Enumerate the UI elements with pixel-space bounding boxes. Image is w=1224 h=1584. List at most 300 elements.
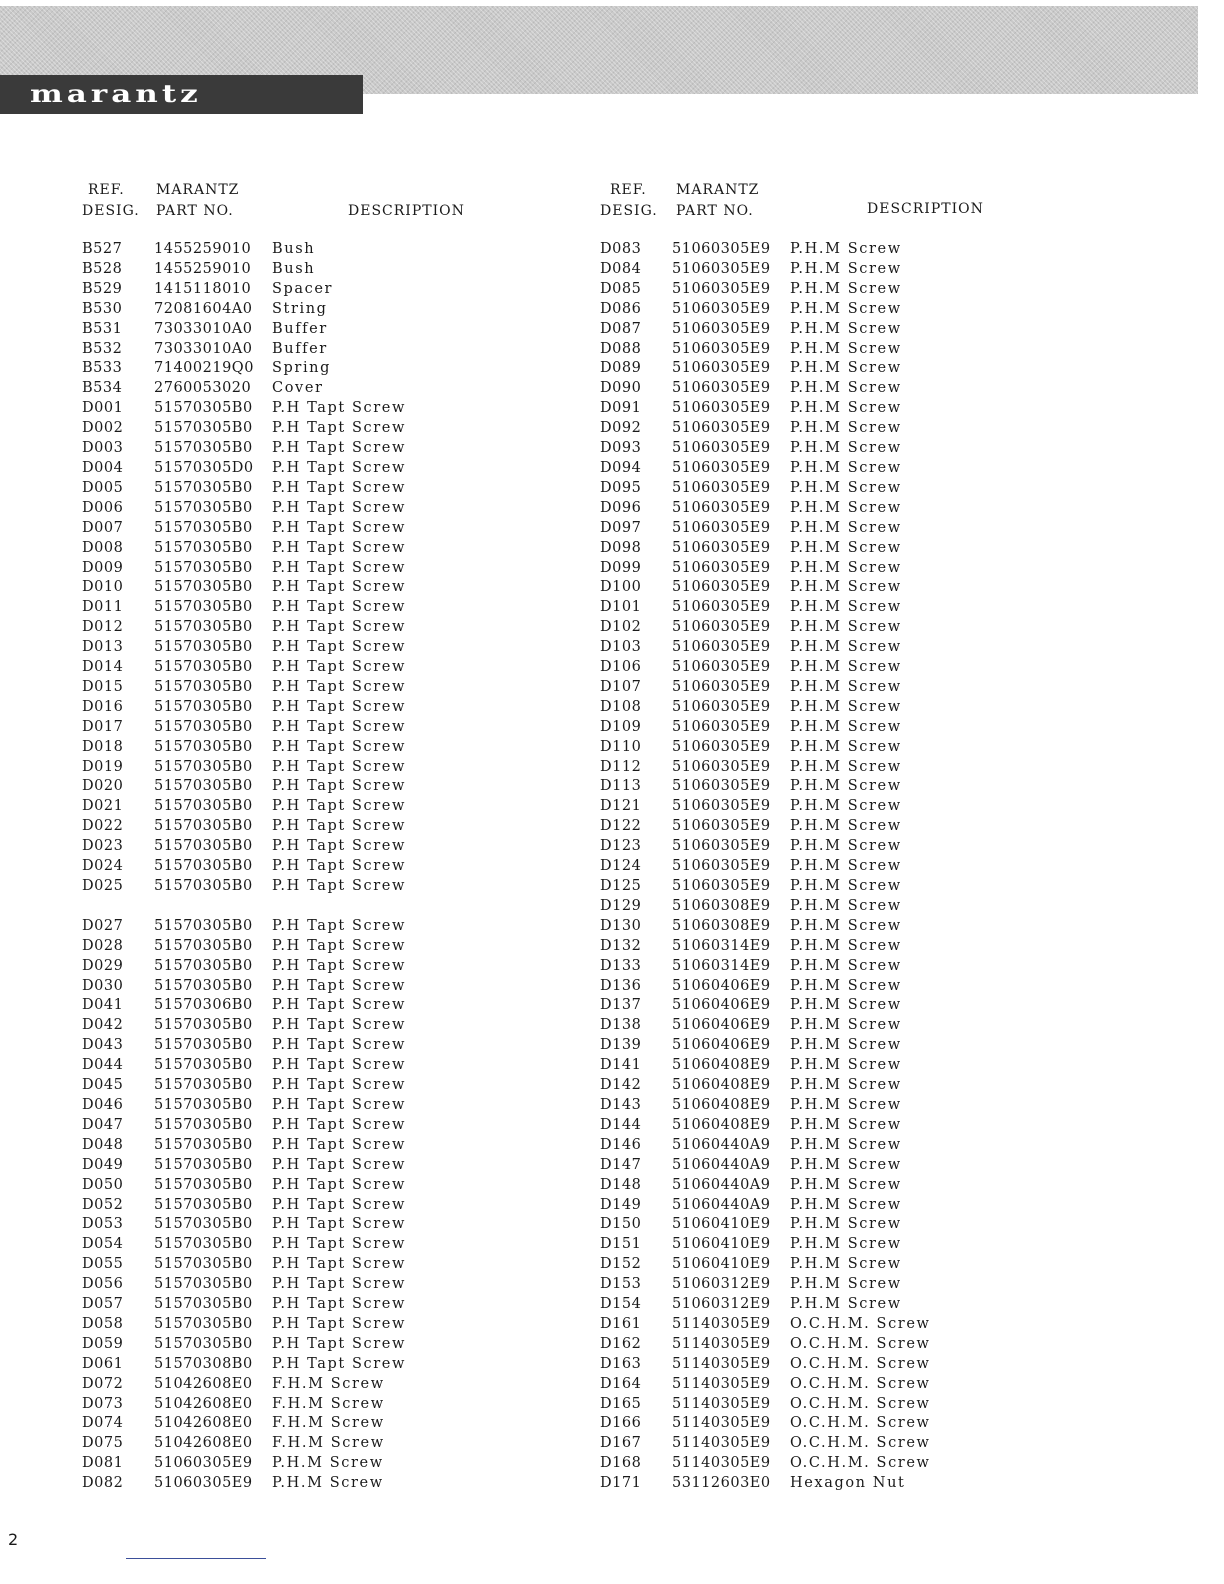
ref-designator: D085: [600, 280, 642, 297]
part-description: P.H.M Screw: [790, 400, 902, 417]
ref-designator: B527: [82, 241, 123, 257]
ref-designator: B531: [82, 320, 123, 337]
part-number: 51570305B0: [154, 539, 253, 556]
ref-designator: D108: [600, 698, 642, 715]
ref-designator: D044: [82, 1057, 124, 1074]
part-number: 51060440A9: [672, 1156, 771, 1173]
ref-designator: D001: [82, 400, 124, 417]
part-description: Cover: [272, 380, 324, 397]
part-description: P.H Tapt Screw: [272, 977, 406, 994]
ref-designator: D154: [600, 1296, 642, 1313]
ref-designator: D013: [82, 639, 124, 656]
part-description: P.H Tapt Screw: [272, 698, 406, 715]
part-description: P.H.M Screw: [790, 1037, 902, 1054]
ref-designator: D133: [600, 957, 642, 974]
part-description: P.H Tapt Screw: [272, 957, 406, 974]
ref-designator: D161: [600, 1315, 642, 1332]
part-description: P.H Tapt Screw: [272, 1335, 406, 1352]
ref-designator: D098: [600, 539, 642, 556]
ref-designator: D081: [82, 1455, 124, 1472]
part-description: P.H Tapt Screw: [272, 718, 406, 735]
part-description: P.H.M Screw: [790, 280, 902, 297]
ref-header-line2: DESIG.: [600, 203, 658, 219]
part-description: P.H Tapt Screw: [272, 758, 406, 775]
part-description: P.H.M Screw: [272, 1475, 384, 1492]
part-description: P.H.M Screw: [790, 340, 902, 357]
part-number: 51060305E9: [672, 698, 771, 715]
part-number: 51060305E9: [672, 260, 771, 277]
part-number: 51570305B0: [154, 1037, 253, 1054]
part-description: O.C.H.M. Screw: [790, 1315, 931, 1332]
ref-designator: D053: [82, 1216, 124, 1233]
part-number: 51570305B0: [154, 1236, 253, 1253]
ref-designator: D075: [82, 1435, 124, 1452]
part-number: 51570305B0: [154, 400, 253, 417]
part-description: P.H.M Screw: [790, 659, 902, 676]
ref-designator: D054: [82, 1236, 124, 1253]
part-description: P.H.M Screw: [790, 1296, 902, 1313]
part-description: P.H.M Screw: [790, 1077, 902, 1094]
part-description: P.H Tapt Screw: [272, 459, 406, 476]
ref-designator: D074: [82, 1415, 124, 1432]
part-description: O.C.H.M. Screw: [790, 1415, 931, 1432]
part-description: P.H.M Screw: [790, 997, 902, 1014]
part-description: P.H.M Screw: [790, 619, 902, 636]
ref-designator: D048: [82, 1136, 124, 1153]
part-number: 51060305E9: [672, 241, 771, 257]
part-number: 51140305E9: [672, 1375, 771, 1392]
part-header-line1: MARANTZ: [156, 182, 240, 198]
part-description: P.H Tapt Screw: [272, 1096, 406, 1113]
part-description: Spring: [272, 360, 332, 377]
part-description: P.H Tapt Screw: [272, 1196, 406, 1213]
part-number: 51042608E0: [154, 1435, 253, 1452]
ref-designator: D146: [600, 1136, 642, 1153]
part-description: P.H.M Screw: [790, 917, 902, 934]
part-number: 51570305B0: [154, 1335, 253, 1352]
ref-designator: D107: [600, 678, 642, 695]
part-number: 51140305E9: [672, 1355, 771, 1372]
part-number: 51570305B0: [154, 698, 253, 715]
part-description: P.H.M Screw: [790, 599, 902, 616]
ref-designator: D004: [82, 459, 124, 476]
ref-designator: D152: [600, 1256, 642, 1273]
part-number: 51570305B0: [154, 838, 253, 855]
ref-designator: B528: [82, 260, 123, 277]
part-number: 51570305B0: [154, 420, 253, 437]
ref-designator: D132: [600, 937, 642, 954]
part-description: P.H.M Screw: [790, 937, 902, 954]
part-description: P.H.M Screw: [790, 639, 902, 656]
ref-designator: D022: [82, 818, 124, 835]
part-number: 51060305E9: [672, 479, 771, 496]
part-description: P.H Tapt Screw: [272, 599, 406, 616]
part-number: 51140305E9: [672, 1415, 771, 1432]
part-number: 51060305E9: [672, 838, 771, 855]
ref-designator: D103: [600, 639, 642, 656]
desc-header: DESCRIPTION: [867, 201, 984, 217]
ref-designator: D171: [600, 1475, 642, 1492]
part-number: 51060314E9: [672, 937, 771, 954]
part-number: 51570305B0: [154, 659, 253, 676]
part-number: 51570306B0: [154, 997, 253, 1014]
part-number: 51060305E9: [672, 599, 771, 616]
part-number: 51570305B0: [154, 1096, 253, 1113]
part-description: P.H Tapt Screw: [272, 1136, 406, 1153]
ref-designator: D168: [600, 1455, 642, 1472]
ref-designator: D046: [82, 1096, 124, 1113]
part-number: 51060406E9: [672, 1017, 771, 1034]
part-description: P.H Tapt Screw: [272, 499, 406, 516]
part-number: 51060305E9: [672, 539, 771, 556]
part-description: P.H.M Screw: [790, 1057, 902, 1074]
ref-designator: D045: [82, 1077, 124, 1094]
part-description: P.H.M Screw: [790, 420, 902, 437]
ref-designator: D138: [600, 1017, 642, 1034]
part-description: P.H.M Screw: [790, 559, 902, 576]
part-description: P.H.M Screw: [790, 1156, 902, 1173]
part-number: 51570305B0: [154, 1116, 253, 1133]
part-number: 51060440A9: [672, 1196, 771, 1213]
ref-designator: D029: [82, 957, 124, 974]
ref-designator: D003: [82, 440, 124, 457]
part-number: 51060305E9: [672, 559, 771, 576]
part-number: 51060410E9: [672, 1236, 771, 1253]
ref-designator: D047: [82, 1116, 124, 1133]
part-number: 51570305B0: [154, 1315, 253, 1332]
ref-designator: D101: [600, 599, 642, 616]
part-number: 51140305E9: [672, 1455, 771, 1472]
part-description: P.H.M Screw: [790, 519, 902, 536]
ref-designator: D122: [600, 818, 642, 835]
part-description: P.H.M Screw: [790, 1236, 902, 1253]
part-number: 51060305E9: [672, 718, 771, 735]
part-description: P.H Tapt Screw: [272, 738, 406, 755]
ref-designator: D092: [600, 420, 642, 437]
part-description: P.H.M Screw: [790, 579, 902, 596]
part-number: 51060312E9: [672, 1296, 771, 1313]
ref-designator: D050: [82, 1176, 124, 1193]
ref-designator: D083: [600, 241, 642, 257]
part-description: P.H Tapt Screw: [272, 858, 406, 875]
ref-designator: D082: [82, 1475, 124, 1492]
ref-designator: D087: [600, 320, 642, 337]
part-description: P.H.M Screw: [790, 300, 902, 317]
ref-header-line2: DESIG.: [82, 203, 140, 219]
ref-designator: D006: [82, 499, 124, 516]
ref-designator: D091: [600, 400, 642, 417]
ref-designator: D049: [82, 1156, 124, 1173]
part-number: 51060305E9: [672, 320, 771, 337]
ref-designator: D005: [82, 479, 124, 496]
ref-designator: D121: [600, 798, 642, 815]
part-number: 51570305B0: [154, 778, 253, 795]
part-number: 51060305E9: [672, 360, 771, 377]
ref-designator: D073: [82, 1395, 124, 1412]
part-number: 51060305E9: [672, 400, 771, 417]
ref-designator: D024: [82, 858, 124, 875]
part-number: 1455259010: [154, 260, 252, 277]
part-description: P.H.M Screw: [790, 1216, 902, 1233]
part-number: 51060305E9: [672, 659, 771, 676]
part-description: P.H.M Screw: [790, 499, 902, 516]
part-description: P.H.M Screw: [790, 977, 902, 994]
part-number: 51060305E9: [672, 738, 771, 755]
ref-designator: D019: [82, 758, 124, 775]
part-description: P.H.M Screw: [790, 459, 902, 476]
ref-designator: D151: [600, 1236, 642, 1253]
part-number: 51060305E9: [672, 818, 771, 835]
part-description: P.H.M Screw: [790, 1096, 902, 1113]
ref-designator: B534: [82, 380, 123, 397]
part-description: Bush: [272, 260, 316, 277]
part-number: 51060305E9: [672, 499, 771, 516]
part-description: P.H.M Screw: [790, 957, 902, 974]
part-description: P.H.M Screw: [790, 1276, 902, 1293]
part-description: P.H Tapt Screw: [272, 878, 406, 894]
ref-header-line1: REF.: [610, 182, 647, 198]
part-number: 51060305E9: [672, 519, 771, 536]
ref-designator: D084: [600, 260, 642, 277]
part-number: 51060305E9: [672, 579, 771, 596]
part-number: 51042608E0: [154, 1375, 253, 1392]
part-number: 51570305B0: [154, 1077, 253, 1094]
ref-designator: D007: [82, 519, 124, 536]
part-number: 51570305B0: [154, 1017, 253, 1034]
ref-designator: D097: [600, 519, 642, 536]
part-description: P.H Tapt Screw: [272, 659, 406, 676]
part-header-line1: MARANTZ: [676, 182, 760, 198]
part-description: P.H.M Screw: [790, 698, 902, 715]
part-description: P.H.M Screw: [790, 818, 902, 835]
part-description: P.H.M Screw: [790, 539, 902, 556]
ref-designator: D137: [600, 997, 642, 1014]
part-description: P.H Tapt Screw: [272, 639, 406, 656]
part-description: Bush: [272, 241, 316, 257]
ref-designator: D043: [82, 1037, 124, 1054]
ref-designator: D041: [82, 997, 124, 1014]
part-number: 51060305E9: [672, 798, 771, 815]
part-description: P.H Tapt Screw: [272, 400, 406, 417]
part-description: P.H.M Screw: [790, 241, 902, 257]
part-number: 51042608E0: [154, 1395, 253, 1412]
ref-designator: D015: [82, 678, 124, 695]
ref-designator: D086: [600, 300, 642, 317]
ref-designator: D010: [82, 579, 124, 596]
part-description: P.H Tapt Screw: [272, 440, 406, 457]
part-number: 51570305B0: [154, 858, 253, 875]
ref-designator: D163: [600, 1355, 642, 1372]
ref-designator: D166: [600, 1415, 642, 1432]
part-number: 1415118010: [154, 280, 252, 297]
ref-designator: D002: [82, 420, 124, 437]
part-description: P.H.M Screw: [790, 1176, 902, 1193]
part-number: 51060305E9: [154, 1475, 253, 1492]
ref-designator: D016: [82, 698, 124, 715]
part-description: F.H.M Screw: [272, 1435, 385, 1452]
ref-designator: D095: [600, 479, 642, 496]
part-number: 51570305B0: [154, 937, 253, 954]
ref-designator: D148: [600, 1176, 642, 1193]
part-number: 51570305B0: [154, 758, 253, 775]
part-description: P.H Tapt Screw: [272, 1256, 406, 1273]
part-description: P.H.M Screw: [790, 1256, 902, 1273]
part-number: 71400219Q0: [154, 360, 254, 377]
part-number: 51060305E9: [154, 1455, 253, 1472]
part-number: 51570305B0: [154, 818, 253, 835]
ref-designator: D055: [82, 1256, 124, 1273]
ref-designator: D147: [600, 1156, 642, 1173]
ref-header-line1: REF.: [88, 182, 125, 198]
part-number: 51570305B0: [154, 1136, 253, 1153]
part-description: Spacer: [272, 280, 334, 297]
part-number: 51570305B0: [154, 1276, 253, 1293]
part-number: 51060305E9: [672, 459, 771, 476]
part-description: P.H Tapt Screw: [272, 1037, 406, 1054]
part-description: F.H.M Screw: [272, 1395, 385, 1412]
ref-designator: D141: [600, 1057, 642, 1074]
part-number: 51570305B0: [154, 917, 253, 934]
ref-designator: D090: [600, 380, 642, 397]
part-number: 51060440A9: [672, 1136, 771, 1153]
ref-designator: D124: [600, 858, 642, 875]
part-number: 51570305B0: [154, 1196, 253, 1213]
part-description: P.H Tapt Screw: [272, 1276, 406, 1293]
part-description: P.H Tapt Screw: [272, 838, 406, 855]
part-description: P.H.M Screw: [790, 778, 902, 795]
part-description: P.H Tapt Screw: [272, 917, 406, 934]
part-description: P.H Tapt Screw: [272, 420, 406, 437]
part-description: P.H Tapt Screw: [272, 678, 406, 695]
part-number: 51570305B0: [154, 1176, 253, 1193]
ref-designator: D143: [600, 1096, 642, 1113]
part-number: 51042608E0: [154, 1415, 253, 1432]
part-description: P.H.M Screw: [790, 897, 902, 914]
ref-designator: D042: [82, 1017, 124, 1034]
ref-designator: D110: [600, 738, 642, 755]
part-description: O.C.H.M. Screw: [790, 1355, 931, 1372]
part-number: 51060305E9: [672, 619, 771, 636]
ref-designator: D136: [600, 977, 642, 994]
ref-designator: D102: [600, 619, 642, 636]
ref-designator: D011: [82, 599, 124, 616]
part-description: P.H.M Screw: [790, 380, 902, 397]
ref-designator: D109: [600, 718, 642, 735]
part-description: P.H Tapt Screw: [272, 1116, 406, 1133]
part-description: P.H Tapt Screw: [272, 559, 406, 576]
part-number: 51570305B0: [154, 1057, 253, 1074]
part-description: P.H Tapt Screw: [272, 1355, 406, 1372]
ref-designator: D167: [600, 1435, 642, 1452]
part-description: P.H Tapt Screw: [272, 937, 406, 954]
part-description: P.H Tapt Screw: [272, 818, 406, 835]
part-number: 73033010A0: [154, 320, 253, 337]
part-description: P.H.M Screw: [790, 320, 902, 337]
part-description: P.H.M Screw: [790, 479, 902, 496]
part-description: P.H Tapt Screw: [272, 1156, 406, 1173]
part-description: F.H.M Screw: [272, 1375, 385, 1392]
desc-header: DESCRIPTION: [348, 203, 465, 219]
ref-designator: B532: [82, 340, 123, 357]
part-number: 51570305B0: [154, 878, 253, 894]
ref-designator: D162: [600, 1335, 642, 1352]
ref-designator: D112: [600, 758, 642, 775]
ref-designator: D089: [600, 360, 642, 377]
ref-designator: D139: [600, 1037, 642, 1054]
ref-designator: D106: [600, 659, 642, 676]
ref-designator: D061: [82, 1355, 124, 1372]
footer-rule: [126, 1558, 266, 1559]
part-number: 51570305B0: [154, 599, 253, 616]
part-number: 51060406E9: [672, 1037, 771, 1054]
part-description: P.H.M Screw: [272, 1455, 384, 1472]
part-number: 51570305B0: [154, 499, 253, 516]
part-number: 51060305E9: [672, 878, 771, 894]
part-number: 51570305B0: [154, 479, 253, 496]
ref-designator: D125: [600, 878, 642, 894]
part-description: O.C.H.M. Screw: [790, 1435, 931, 1452]
part-number: 51060305E9: [672, 678, 771, 695]
part-description: P.H Tapt Screw: [272, 997, 406, 1014]
part-number: 73033010A0: [154, 340, 253, 357]
part-number: 51570305B0: [154, 1296, 253, 1313]
part-number: 51060440A9: [672, 1176, 771, 1193]
ref-designator: B529: [82, 280, 123, 297]
part-number: 51060305E9: [672, 300, 771, 317]
part-number: 51060408E9: [672, 1096, 771, 1113]
ref-designator: D025: [82, 878, 124, 894]
ref-designator: D165: [600, 1395, 642, 1412]
ref-designator: D018: [82, 738, 124, 755]
part-description: String: [272, 300, 328, 317]
part-number: 72081604A0: [154, 300, 253, 317]
part-number: 51570305B0: [154, 1256, 253, 1273]
part-description: P.H Tapt Screw: [272, 479, 406, 496]
part-description: P.H Tapt Screw: [272, 778, 406, 795]
ref-designator: D142: [600, 1077, 642, 1094]
part-number: 51570305B0: [154, 738, 253, 755]
part-number: 51060308E9: [672, 917, 771, 934]
part-number: 51060305E9: [672, 340, 771, 357]
part-number: 51570305B0: [154, 579, 253, 596]
part-number: 53112603E0: [672, 1475, 771, 1492]
part-number: 51570305B0: [154, 678, 253, 695]
part-description: P.H.M Screw: [790, 1017, 902, 1034]
part-number: 51060410E9: [672, 1256, 771, 1273]
part-number: 51140305E9: [672, 1335, 771, 1352]
ref-designator: D008: [82, 539, 124, 556]
part-description: P.H.M Screw: [790, 678, 902, 695]
part-number: 51140305E9: [672, 1395, 771, 1412]
part-description: P.H.M Screw: [790, 1116, 902, 1133]
ref-designator: D020: [82, 778, 124, 795]
part-number: 51570305B0: [154, 1216, 253, 1233]
part-number: 51060305E9: [672, 420, 771, 437]
part-description: P.H.M Screw: [790, 260, 902, 277]
part-number: 51060406E9: [672, 977, 771, 994]
part-number: 51060406E9: [672, 997, 771, 1014]
ref-designator: D028: [82, 937, 124, 954]
ref-designator: D113: [600, 778, 642, 795]
part-number: 51060305E9: [672, 280, 771, 297]
ref-designator: D150: [600, 1216, 642, 1233]
ref-designator: D057: [82, 1296, 124, 1313]
ref-designator: D130: [600, 917, 642, 934]
part-description: O.C.H.M. Screw: [790, 1375, 931, 1392]
part-number: 51060314E9: [672, 957, 771, 974]
part-number: 51060308E9: [672, 897, 771, 914]
part-description: P.H Tapt Screw: [272, 1057, 406, 1074]
